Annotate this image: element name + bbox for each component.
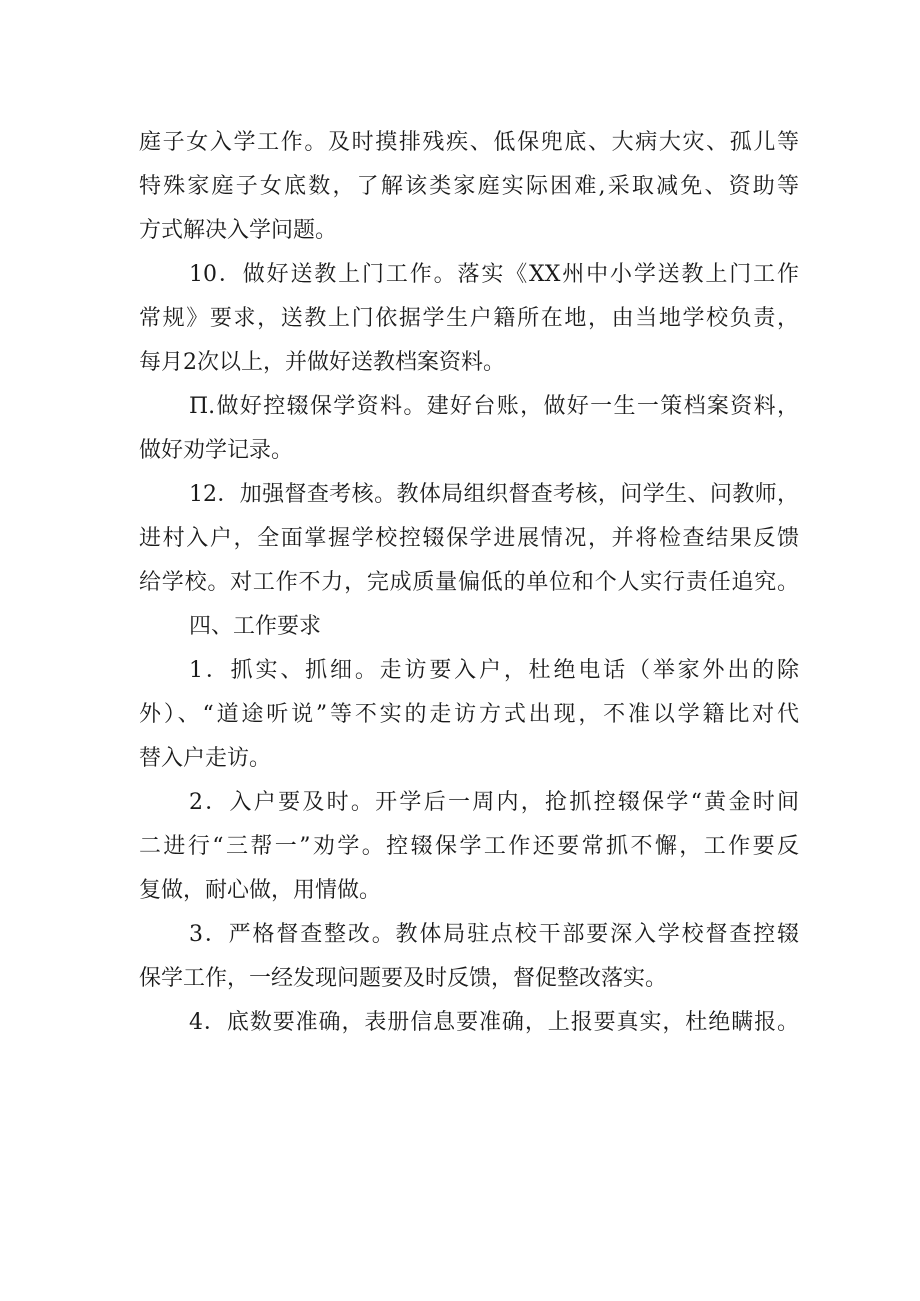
text-line: 替入户走访。 <box>139 746 272 771</box>
text-line: 复做，耐心做，用情做。 <box>139 878 382 903</box>
text-line: 庭子女入学工作。及时摸排残疾、低保兜底、大病大灾、孤儿等 <box>139 130 799 155</box>
text-line: 每月2次以上，并做好送教档案资料。 <box>139 350 505 375</box>
text-line: 保学工作，一经发现问题要及时反馈，督促整改落实。 <box>139 966 668 991</box>
text-line: 4．底数要准确，表册信息要准确，上报要真实，杜绝瞒报。 <box>189 1010 799 1035</box>
text-line: 外）、“道途听说”等不实的走访方式出现，不准以学籍比对代 <box>139 702 799 727</box>
text-line: 做好劝学记录。 <box>139 438 294 463</box>
text-line: 1．抓实、抓细。走访要入户，杜绝电话（举家外出的除 <box>189 658 799 683</box>
text-line: 四、工作要求 <box>189 614 322 639</box>
text-line: 方式解决入学问题。 <box>139 218 338 243</box>
text-line: 12．加强督查考核。教体局组织督查考核，问学生、问教师， <box>189 482 799 507</box>
text-line: 常规》要求，送教上门依据学生户籍所在地，由当地学校负责， <box>139 306 799 331</box>
document-page <box>139 121 799 1045</box>
text-line: 10．做好送教上门工作。落实《XX州中小学送教上门工作 <box>189 262 799 287</box>
text-line: 2．入户要及时。开学后一周内，抢抓控辍保学“黄金时间 <box>189 790 799 815</box>
text-line: 特殊家庭子女底数，了解该类家庭实际困难,采取减免、资助等 <box>139 174 799 199</box>
text-line: 给学校。对工作不力，完成质量偏低的单位和个人实行责任追究。 <box>139 570 799 595</box>
text-line: 进村入户，全面掌握学校控辍保学进展情况，并将检查结果反馈 <box>139 526 799 551</box>
document-body <box>139 121 799 1045</box>
text-line: Π.做好控辍保学资料。建好台账，做好一生一策档案资料， <box>189 394 799 419</box>
text-line: 二进行“三帮一”劝学。控辍保学工作还要常抓不懈，工作要反 <box>139 834 799 859</box>
text-line: 3．严格督查整改。教体局驻点校干部要深入学校督查控辍 <box>189 922 799 947</box>
